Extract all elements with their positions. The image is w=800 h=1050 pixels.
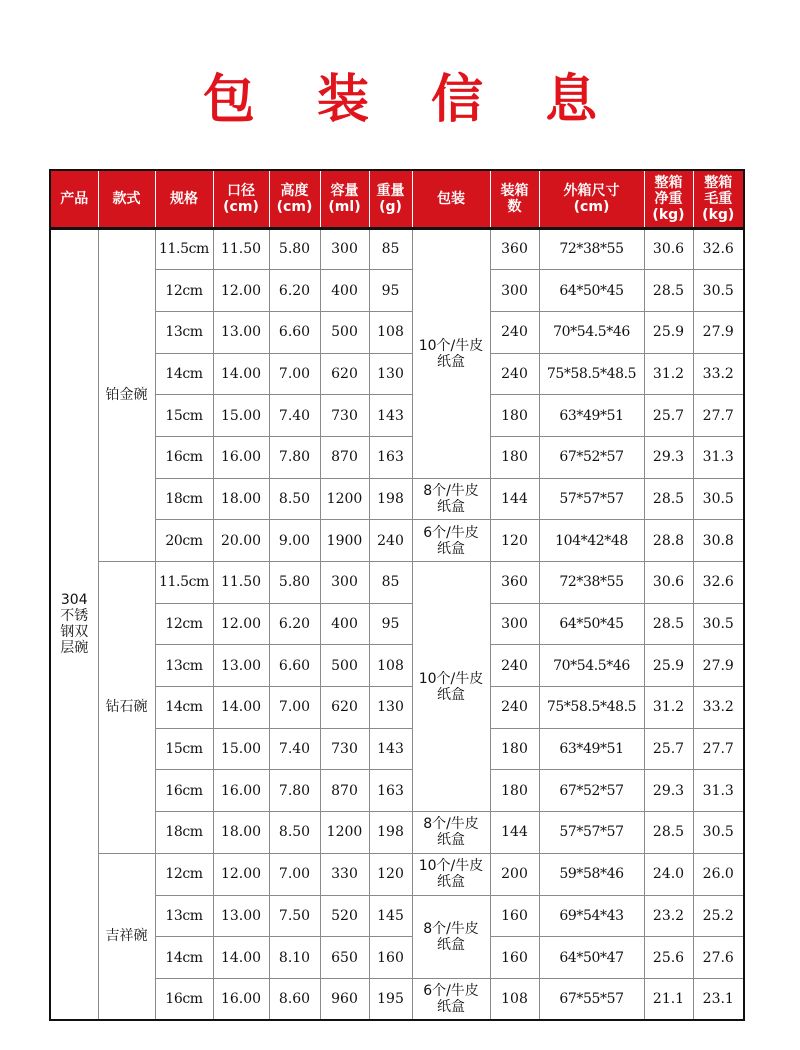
count-cell: 240 (490, 311, 539, 353)
count-cell: 240 (490, 645, 539, 687)
cell-line: 纸盒 (437, 998, 465, 1015)
weight-cell: 85 (369, 228, 412, 270)
net-weight-cell: 31.2 (644, 353, 693, 395)
cell-line: 纸盒 (437, 540, 465, 557)
gross-weight-cell: 30.5 (693, 478, 744, 520)
count-cell: 144 (490, 478, 539, 520)
gross-weight-cell: 27.6 (693, 937, 744, 979)
weight-cell: 95 (369, 603, 412, 645)
net-weight-cell: 25.7 (644, 395, 693, 437)
height-cell: 7.40 (269, 395, 320, 437)
packing-cell (412, 228, 490, 478)
gross-weight-cell: 26.0 (693, 853, 744, 895)
diameter-cell: 11.50 (213, 562, 269, 604)
box-size-cell: 75*58.5*48.5 (539, 353, 644, 395)
diameter-cell: 15.00 (213, 395, 269, 437)
weight-cell: 160 (369, 937, 412, 979)
gross-weight-cell: 23.1 (693, 978, 744, 1020)
height-cell: 6.20 (269, 603, 320, 645)
box-size-cell: 63*49*51 (539, 395, 644, 437)
net-weight-cell: 24.0 (644, 853, 693, 895)
net-weight-cell: 28.8 (644, 520, 693, 562)
gross-weight-cell: 30.5 (693, 270, 744, 312)
height-cell: 7.40 (269, 728, 320, 770)
diameter-cell: 18.00 (213, 478, 269, 520)
spec-cell: 12cm (155, 853, 213, 895)
count-cell: 300 (490, 603, 539, 645)
height-cell: 7.80 (269, 436, 320, 478)
count-cell: 180 (490, 770, 539, 812)
capacity-cell: 620 (320, 687, 369, 729)
height-cell: 8.60 (269, 978, 320, 1020)
header-style: 款式 (98, 170, 155, 228)
height-cell: 7.00 (269, 687, 320, 729)
diameter-cell: 14.00 (213, 937, 269, 979)
table-row (50, 603, 744, 645)
capacity-cell: 730 (320, 395, 369, 437)
count-cell: 360 (490, 228, 539, 270)
spec-cell: 16cm (155, 978, 213, 1020)
spec-cell: 14cm (155, 687, 213, 729)
box-size-cell: 72*38*55 (539, 562, 644, 604)
cell-line: 钢双 (60, 624, 89, 641)
diameter-cell: 15.00 (213, 728, 269, 770)
count-cell: 200 (490, 853, 539, 895)
table-row (50, 353, 744, 395)
height-cell: 9.00 (269, 520, 320, 562)
gross-weight-cell: 27.9 (693, 311, 744, 353)
count-cell: 180 (490, 395, 539, 437)
box-size-cell: 72*38*55 (539, 228, 644, 270)
box-size-cell: 75*58.5*48.5 (539, 687, 644, 729)
weight-cell: 198 (369, 478, 412, 520)
header-row (50, 170, 744, 228)
page-title: 包 装 信 息 (202, 69, 620, 130)
weight-cell: 85 (369, 562, 412, 604)
diameter-cell: 12.00 (213, 853, 269, 895)
capacity-cell: 300 (320, 228, 369, 270)
header-packing: 包装 (412, 170, 490, 228)
header-capacity: 容量 (ml) (320, 170, 369, 228)
count-cell: 160 (490, 895, 539, 937)
capacity-cell: 870 (320, 770, 369, 812)
diameter-cell: 13.00 (213, 645, 269, 687)
gross-weight-cell: 30.8 (693, 520, 744, 562)
cell-line: 纸盒 (437, 353, 465, 370)
cell-line: 纸盒 (437, 498, 465, 515)
box-size-cell: 64*50*45 (539, 270, 644, 312)
spec-cell: 20cm (155, 520, 213, 562)
gross-weight-cell: 30.5 (693, 603, 744, 645)
spec-cell: 15cm (155, 728, 213, 770)
table-row (50, 770, 744, 812)
packing-info-table (49, 169, 745, 1021)
cell-line: 纸盒 (437, 832, 465, 849)
count-cell: 240 (490, 353, 539, 395)
table-row (50, 395, 744, 437)
weight-cell: 143 (369, 395, 412, 437)
spec-cell: 14cm (155, 353, 213, 395)
packing-cell (412, 978, 490, 1020)
header-gross-weight: 整箱 毛重 (kg) (693, 170, 744, 228)
product-name-cell (50, 228, 98, 1020)
height-cell: 6.60 (269, 311, 320, 353)
diameter-cell: 16.00 (213, 978, 269, 1020)
diameter-cell: 14.00 (213, 353, 269, 395)
box-size-cell: 70*54.5*46 (539, 645, 644, 687)
header-box-size: 外箱尺寸 (cm) (539, 170, 644, 228)
count-cell: 120 (490, 520, 539, 562)
weight-cell: 240 (369, 520, 412, 562)
spec-cell: 11.5cm (155, 562, 213, 604)
box-size-cell: 64*50*45 (539, 603, 644, 645)
box-size-cell: 67*52*57 (539, 436, 644, 478)
net-weight-cell: 30.6 (644, 562, 693, 604)
spec-cell: 15cm (155, 395, 213, 437)
capacity-cell: 400 (320, 603, 369, 645)
table-row (50, 895, 744, 937)
weight-cell: 163 (369, 436, 412, 478)
gross-weight-cell: 33.2 (693, 353, 744, 395)
box-size-cell: 69*54*43 (539, 895, 644, 937)
capacity-cell: 520 (320, 895, 369, 937)
weight-cell: 95 (369, 270, 412, 312)
spec-cell: 12cm (155, 603, 213, 645)
table-row (50, 687, 744, 729)
packing-cell (412, 562, 490, 812)
capacity-cell: 400 (320, 270, 369, 312)
header-weight: 重量 (g) (369, 170, 412, 228)
cell-line: 层碗 (60, 640, 89, 657)
cell-line: 8个/牛皮 (423, 482, 479, 499)
diameter-cell: 11.50 (213, 228, 269, 270)
capacity-cell: 1900 (320, 520, 369, 562)
count-cell: 300 (490, 270, 539, 312)
net-weight-cell: 25.9 (644, 311, 693, 353)
box-size-cell: 57*57*57 (539, 812, 644, 854)
cell-line: 6个/牛皮 (423, 524, 479, 541)
capacity-cell: 500 (320, 311, 369, 353)
weight-cell: 130 (369, 687, 412, 729)
diameter-cell: 18.00 (213, 812, 269, 854)
diameter-cell: 13.00 (213, 311, 269, 353)
spec-cell: 18cm (155, 478, 213, 520)
net-weight-cell: 21.1 (644, 978, 693, 1020)
spec-cell: 11.5cm (155, 228, 213, 270)
table-row (50, 311, 744, 353)
net-weight-cell: 30.6 (644, 228, 693, 270)
table-row (50, 520, 744, 562)
net-weight-cell: 25.7 (644, 728, 693, 770)
gross-weight-cell: 33.2 (693, 687, 744, 729)
header-spec: 规格 (155, 170, 213, 228)
count-cell: 108 (490, 978, 539, 1020)
net-weight-cell: 31.2 (644, 687, 693, 729)
header-count: 装箱 数 (490, 170, 539, 228)
table-row (50, 978, 744, 1020)
cell-line: 10个/牛皮 (418, 670, 484, 687)
style-cell: 铂金碗 (98, 228, 155, 562)
box-size-cell: 70*54.5*46 (539, 311, 644, 353)
table-row (50, 478, 744, 520)
count-cell: 240 (490, 687, 539, 729)
header-product: 产品 (50, 170, 98, 228)
weight-cell: 143 (369, 728, 412, 770)
diameter-cell: 12.00 (213, 603, 269, 645)
box-size-cell: 63*49*51 (539, 728, 644, 770)
diameter-cell: 16.00 (213, 770, 269, 812)
cell-line: 纸盒 (437, 936, 465, 953)
style-cell: 吉祥碗 (98, 853, 155, 1020)
weight-cell: 198 (369, 812, 412, 854)
table-row (50, 937, 744, 979)
spec-cell: 16cm (155, 436, 213, 478)
capacity-cell: 500 (320, 645, 369, 687)
table-row (50, 270, 744, 312)
cell-line: 纸盒 (437, 686, 465, 703)
net-weight-cell: 28.5 (644, 270, 693, 312)
height-cell: 7.00 (269, 353, 320, 395)
capacity-cell: 1200 (320, 478, 369, 520)
cell-line: 10个/牛皮 (418, 858, 484, 875)
packing-cell (412, 895, 490, 978)
cell-line: 8个/牛皮 (423, 816, 479, 833)
net-weight-cell: 28.5 (644, 603, 693, 645)
spec-cell: 18cm (155, 812, 213, 854)
table-body (50, 228, 744, 1020)
spec-cell: 13cm (155, 311, 213, 353)
box-size-cell: 67*52*57 (539, 770, 644, 812)
weight-cell: 120 (369, 853, 412, 895)
weight-cell: 145 (369, 895, 412, 937)
spec-cell: 13cm (155, 645, 213, 687)
net-weight-cell: 28.5 (644, 478, 693, 520)
net-weight-cell: 25.9 (644, 645, 693, 687)
spec-cell: 12cm (155, 270, 213, 312)
net-weight-cell: 29.3 (644, 770, 693, 812)
capacity-cell: 870 (320, 436, 369, 478)
spec-cell: 16cm (155, 770, 213, 812)
diameter-cell: 12.00 (213, 270, 269, 312)
height-cell: 7.80 (269, 770, 320, 812)
table-row (50, 645, 744, 687)
capacity-cell: 650 (320, 937, 369, 979)
capacity-cell: 1200 (320, 812, 369, 854)
weight-cell: 108 (369, 645, 412, 687)
weight-cell: 130 (369, 353, 412, 395)
packing-cell (412, 520, 490, 562)
count-cell: 180 (490, 436, 539, 478)
packing-cell (412, 812, 490, 854)
box-size-cell: 67*55*57 (539, 978, 644, 1020)
capacity-cell: 330 (320, 853, 369, 895)
net-weight-cell: 28.5 (644, 812, 693, 854)
diameter-cell: 14.00 (213, 687, 269, 729)
net-weight-cell: 23.2 (644, 895, 693, 937)
net-weight-cell: 29.3 (644, 436, 693, 478)
count-cell: 180 (490, 728, 539, 770)
cell-line: 304 (60, 592, 88, 609)
cell-line: 8个/牛皮 (423, 920, 479, 937)
height-cell: 5.80 (269, 562, 320, 604)
spec-cell: 13cm (155, 895, 213, 937)
height-cell: 8.50 (269, 812, 320, 854)
height-cell: 6.60 (269, 645, 320, 687)
cell-line: 纸盒 (437, 874, 465, 891)
weight-cell: 195 (369, 978, 412, 1020)
height-cell: 8.10 (269, 937, 320, 979)
gross-weight-cell: 32.6 (693, 562, 744, 604)
capacity-cell: 300 (320, 562, 369, 604)
net-weight-cell: 25.6 (644, 937, 693, 979)
diameter-cell: 16.00 (213, 436, 269, 478)
box-size-cell: 104*42*48 (539, 520, 644, 562)
height-cell: 5.80 (269, 228, 320, 270)
height-cell: 6.20 (269, 270, 320, 312)
capacity-cell: 730 (320, 728, 369, 770)
cell-line: 不锈 (60, 608, 89, 625)
cell-line: 6个/牛皮 (423, 982, 479, 999)
height-cell: 7.50 (269, 895, 320, 937)
gross-weight-cell: 31.3 (693, 770, 744, 812)
packing-cell (412, 478, 490, 520)
table-row (50, 812, 744, 854)
gross-weight-cell: 32.6 (693, 228, 744, 270)
cell-line: 10个/牛皮 (418, 337, 484, 354)
diameter-cell: 13.00 (213, 895, 269, 937)
diameter-cell: 20.00 (213, 520, 269, 562)
header-net-weight: 整箱 净重 (kg) (644, 170, 693, 228)
count-cell: 360 (490, 562, 539, 604)
gross-weight-cell: 25.2 (693, 895, 744, 937)
box-size-cell: 57*57*57 (539, 478, 644, 520)
count-cell: 160 (490, 937, 539, 979)
header-diameter: 口径 (cm) (213, 170, 269, 228)
box-size-cell: 59*58*46 (539, 853, 644, 895)
table-row (50, 228, 744, 270)
gross-weight-cell: 27.9 (693, 645, 744, 687)
weight-cell: 163 (369, 770, 412, 812)
style-cell: 钻石碗 (98, 562, 155, 854)
count-cell: 144 (490, 812, 539, 854)
weight-cell: 108 (369, 311, 412, 353)
capacity-cell: 960 (320, 978, 369, 1020)
gross-weight-cell: 30.5 (693, 812, 744, 854)
box-size-cell: 64*50*47 (539, 937, 644, 979)
gross-weight-cell: 27.7 (693, 728, 744, 770)
table-row (50, 562, 744, 604)
spec-cell: 14cm (155, 937, 213, 979)
height-cell: 8.50 (269, 478, 320, 520)
table-row (50, 853, 744, 895)
gross-weight-cell: 27.7 (693, 395, 744, 437)
header-height: 高度 (cm) (269, 170, 320, 228)
packing-cell (412, 853, 490, 895)
gross-weight-cell: 31.3 (693, 436, 744, 478)
table-row (50, 728, 744, 770)
capacity-cell: 620 (320, 353, 369, 395)
height-cell: 7.00 (269, 853, 320, 895)
table-row (50, 436, 744, 478)
